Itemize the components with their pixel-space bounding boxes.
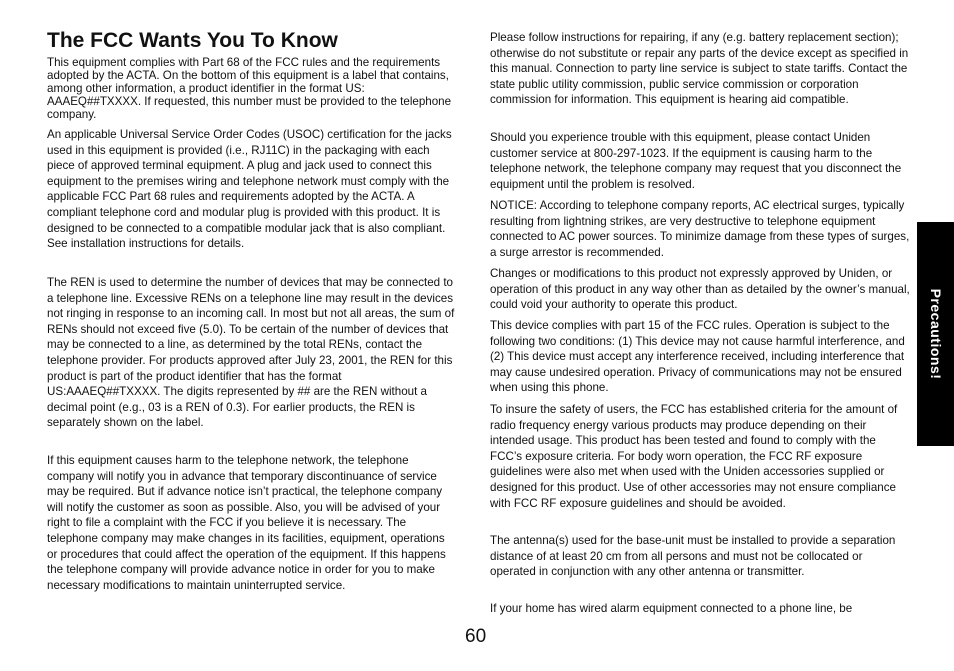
- paragraph-network-harm: If this equipment causes harm to the telephone network, the telephone company will notify you in advance that temporary discontinuance of service may be required. But if advance notice isn’t practical, the telephone company will notify the customer as soon as possible. Also, you will be advised of your right to file a complaint with the FCC if you believe it is necessary. The telephone company may make changes in its facilities, equipment, operations or procedures that could affect the operation of the equipment. If this happens the telephone company will provide advance notice in order for you to make necessary modifications to maintain uninterrupted service.: [47, 454, 446, 592]
- paragraph-usoc-certification: An applicable Universal Service Order Codes (USOC) certification for the jacks used in this equipment is provided (i.e., RJ11C) in the packaging with each piece of approved terminal equipment. A plug and jack used to connect this equipment to the premises wiring and telephone network must comply with the applicable FCC Part 68 rules and requirements adopted by the ACTA. A compliant telephone cord and modular plug is provided with this product. It is designed to be connected to a compatible modular jack that is also compliant. See installation instructions for details.: [47, 128, 452, 251]
- section-tab-label: Precautions!: [927, 288, 944, 380]
- paragraph-ren: The REN is used to determine the number of devices that may be connected to a telephone line. Excessive RENs on a telephone line may result in the devices not ringing in response to an incoming call. In most but not all areas, the sum of RENs should not exceed five (5.0). To be certain of the number of devices that may be connected to a line, as determined by the total RENs, contact the telephone provider. For products approved after July 23, 2001, the REN for this product is part of the product identifier that has the format US:AAAEQ##TXXXX. The digits represented by ## are the REN without a decimal point (e.g., 03 is a REN of 0.3). For earlier products, the REN is separately shown on the label.: [47, 276, 455, 430]
- section-tab: [917, 222, 954, 446]
- paragraph-antenna: The antenna(s) used for the base-unit must be installed to provide a separation distance of at least 20 cm from all persons and must not be collocated or operated in conjunction with any other antenna or transmitter.: [490, 534, 896, 579]
- paragraph-modifications: Changes or modifications to this product not expressly approved by Uniden, or operation of this product in any way other than as detailed by the owner’s manual, could void your authority to operate this product.: [490, 267, 910, 312]
- paragraph-surge-notice: NOTICE: According to telephone company reports, AC electrical surges, typically resulting from lightning strikes, are very destructive to telephone equipment connected to AC power sources. To minimize damage from these types of surges, a surge arrestor is recommended.: [490, 199, 910, 259]
- page-title: The FCC Wants You To Know: [47, 29, 338, 52]
- paragraph-label-identifier: This equipment complies with Part 68 of the FCC rules and the requirements adopted by the ACTA. On the bottom of this equipment is a label that contains, among other information, a product identifier in the format US: AAAEQ##TXXXX. If requested, this number must be provided to the telephone company.: [47, 56, 452, 121]
- paragraph-part-15: This device complies with part 15 of the FCC rules. Operation is subject to the following two conditions: (1) This device may not cause harmful interference, and (2) This device must accept any interference received, including interference that may cause undesired operation. Privacy of communications may not be ensured when using this phone.: [490, 319, 905, 395]
- paragraph-repairs: Please follow instructions for repairing, if any (e.g. battery replacement section); otherwise do not substitute or repair any parts of the device except as specified in this manual. Connection to party line service is subject to state tariffs. Contact the state public utility commission, public service commission or corporation commission for information. This equipment is hearing aid compatible.: [490, 31, 909, 107]
- paragraph-rf-exposure: To insure the safety of users, the FCC has established criteria for the amount of radio frequency energy various products may produce depending on their intended usage. This product has been tested and found to comply with the FCC’s exposure criteria. For body worn operation, the FCC RF exposure guidelines were also met when used with the Uniden accessories supplied or designed for this product. Use of other accessories may not ensure compliance with FCC RF exposure guidelines and should be avoided.: [490, 403, 898, 510]
- paragraph-customer-service: Should you experience trouble with this equipment, please contact Uniden customer service at 800-297-1023. If the equipment is causing harm to the telephone network, the telephone company may request that you disconnect the equipment until the problem is resolved.: [490, 131, 902, 191]
- paragraph-alarm-equipment: If your home has wired alarm equipment connected to a phone line, be: [490, 602, 853, 615]
- page-number: 60: [465, 626, 487, 647]
